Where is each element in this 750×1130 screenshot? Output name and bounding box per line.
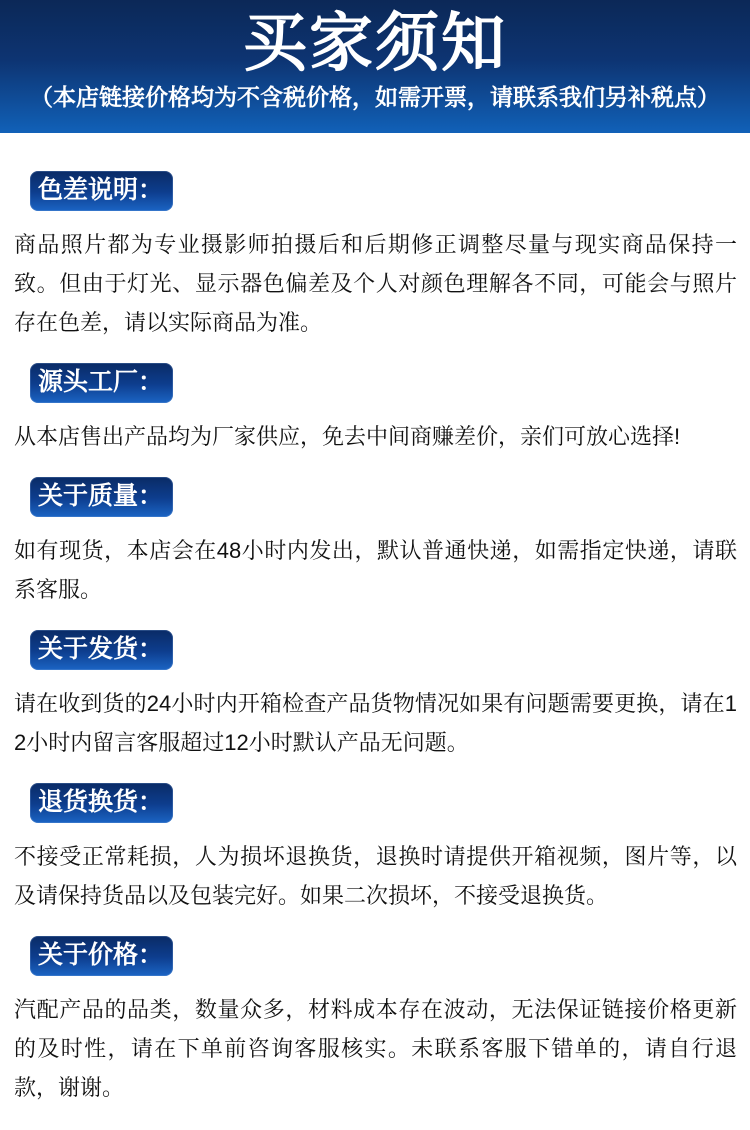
section-shipping: [14, 630, 737, 762]
section-badge: [30, 936, 173, 976]
header-banner: [0, 0, 750, 133]
section-badge: [30, 630, 173, 670]
section-body: 不接受正常耗损，人为损坏退换货，退换时请提供开箱视频，图片等，以及请保持货品以及包装完好。如果二次损坏，不接受退换货。: [14, 844, 737, 908]
section-factory-source: [14, 363, 737, 456]
section-badge-label: 退货换货：: [38, 788, 164, 816]
section-returns: [14, 783, 737, 915]
section-badge-label: 关于发货：: [38, 635, 164, 663]
section-badge-label: 关于价格：: [38, 941, 164, 969]
section-badge: [30, 783, 173, 823]
page-subtitle: （本店链接价格均为不含税价格，如需开票，请联系我们另补税点）: [30, 84, 720, 110]
section-body: 请在收到货的24小时内开箱检查产品货物情况如果有问题需要更换，请在12小时内留言客服超过12小时默认产品无问题。: [14, 691, 737, 755]
section-badge-label: 色差说明：: [38, 176, 164, 204]
section-body: 如有现货，本店会在48小时内发出，默认普通快递，如需指定快递，请联系客服。: [14, 538, 737, 602]
section-color-difference: [14, 171, 737, 342]
section-badge-label: 源头工厂：: [38, 368, 164, 396]
section-body: 商品照片都为专业摄影师拍摄后和后期修正调整尽量与现实商品保持一致。但由于灯光、显示器色偏差及个人对颜色理解各不同，可能会与照片存在色差，请以实际商品为准。: [14, 232, 737, 335]
section-quality: [14, 477, 737, 609]
section-badge-label: 关于质量：: [38, 482, 164, 510]
page-title: 买家须知: [243, 7, 507, 79]
section-body: 从本店售出产品均为厂家供应，免去中间商赚差价，亲们可放心选择!: [14, 424, 681, 449]
notice-sections: [0, 133, 750, 1107]
section-badge: [30, 171, 173, 211]
section-badge: [30, 363, 173, 403]
section-pricing: [14, 936, 737, 1107]
section-body: 汽配产品的品类，数量众多，材料成本存在波动，无法保证链接价格更新的及时性，请在下单前咨询客服核实。未联系客服下错单的，请自行退款，谢谢。: [14, 997, 737, 1100]
section-badge: [30, 477, 173, 517]
